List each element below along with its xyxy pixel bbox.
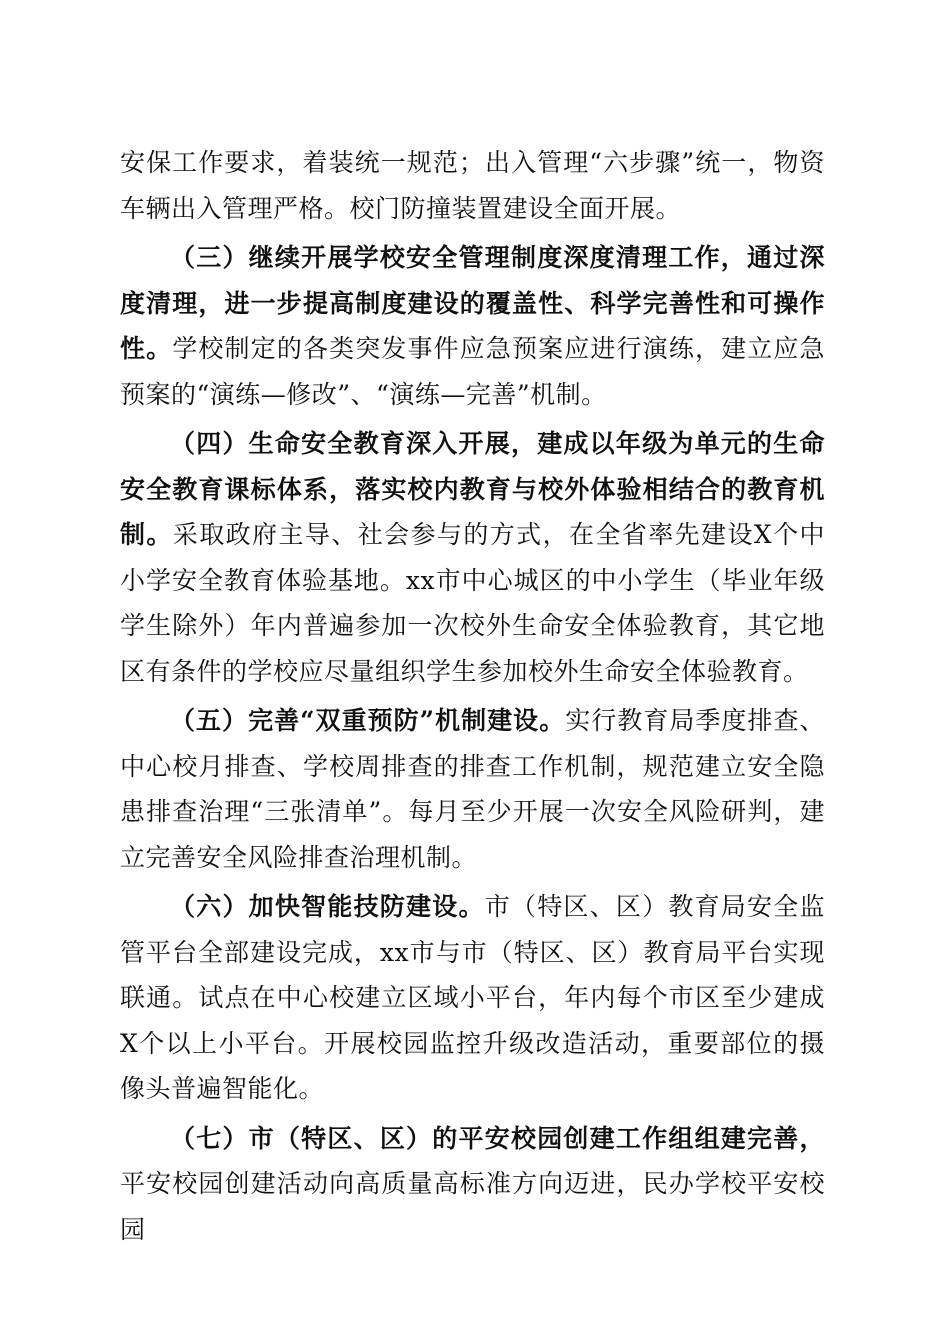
paragraph-continuation (120, 140, 825, 231)
paragraph-text: 采取政府主导、社会参与的方式，在全省率先建设X个中小学安全教育体验基地。xx市中心城区的中小学生（毕业年级学生除外）年内普遍参加一次校外生命安全体验教育，其它地区有条件的学校应尽量组织学生参加校外生命安全体验教育。 (120, 520, 825, 686)
paragraph-heading: （三）继续开展学校安全管理制度深度清理工作，通过深度清理，进一步提高制度建设的覆盖性、科学完善性和可操作性。 (120, 243, 825, 363)
paragraph-heading: （五）完善“双重预防”机制建设。 (170, 706, 566, 735)
paragraph-text: 平安校园创建活动向高质量高标准方向迈进，民办学校平安校园 (120, 1169, 825, 1244)
paragraph-text: 安保工作要求，着装统一规范；出入管理“六步骤”统一，物资车辆出入管理严格。校门防撞装置建设全面开展。 (120, 148, 825, 223)
paragraph-text: 学校制定的各类突发事件应急预案应进行演练，建立应急预案的“演练—修改”、“演练—完善”机制。 (120, 334, 825, 409)
paragraph-text: 市（特区、区）教育局安全监管平台全部建设完成，xx市与市（特区、区）教育局平台实现联通。试点在中心校建立区域小平台，年内每个市区至少建成X个以上小平台。开展校园监控升级改造活动，重要部位的摄像头普遍智能化。 (120, 892, 825, 1103)
paragraph-heading: （七）市（特区、区）的平安校园创建工作组组建完善， (170, 1123, 825, 1153)
paragraph-heading: （四）生命安全教育深入开展，建成以年级为单元的生命安全教育课标体系，落实校内教育与校外体验相结合的教育机制。 (120, 429, 825, 549)
paragraph-section-6 (120, 884, 825, 1112)
paragraph-text: 实行教育局季度排查、中心校月排查、学校周排查的排查工作机制，规范建立安全隐患排查治理“三张清单”。每月至少开展一次安全风险研判，建立完善安全风险排查治理机制。 (120, 706, 825, 872)
paragraph-heading: （六）加快智能技防建设。 (170, 892, 485, 921)
paragraph-section-7 (120, 1116, 825, 1253)
paragraph-section-3 (120, 235, 825, 417)
document-body (120, 140, 825, 1256)
paragraph-section-4 (120, 421, 825, 694)
paragraph-section-5 (120, 698, 825, 880)
